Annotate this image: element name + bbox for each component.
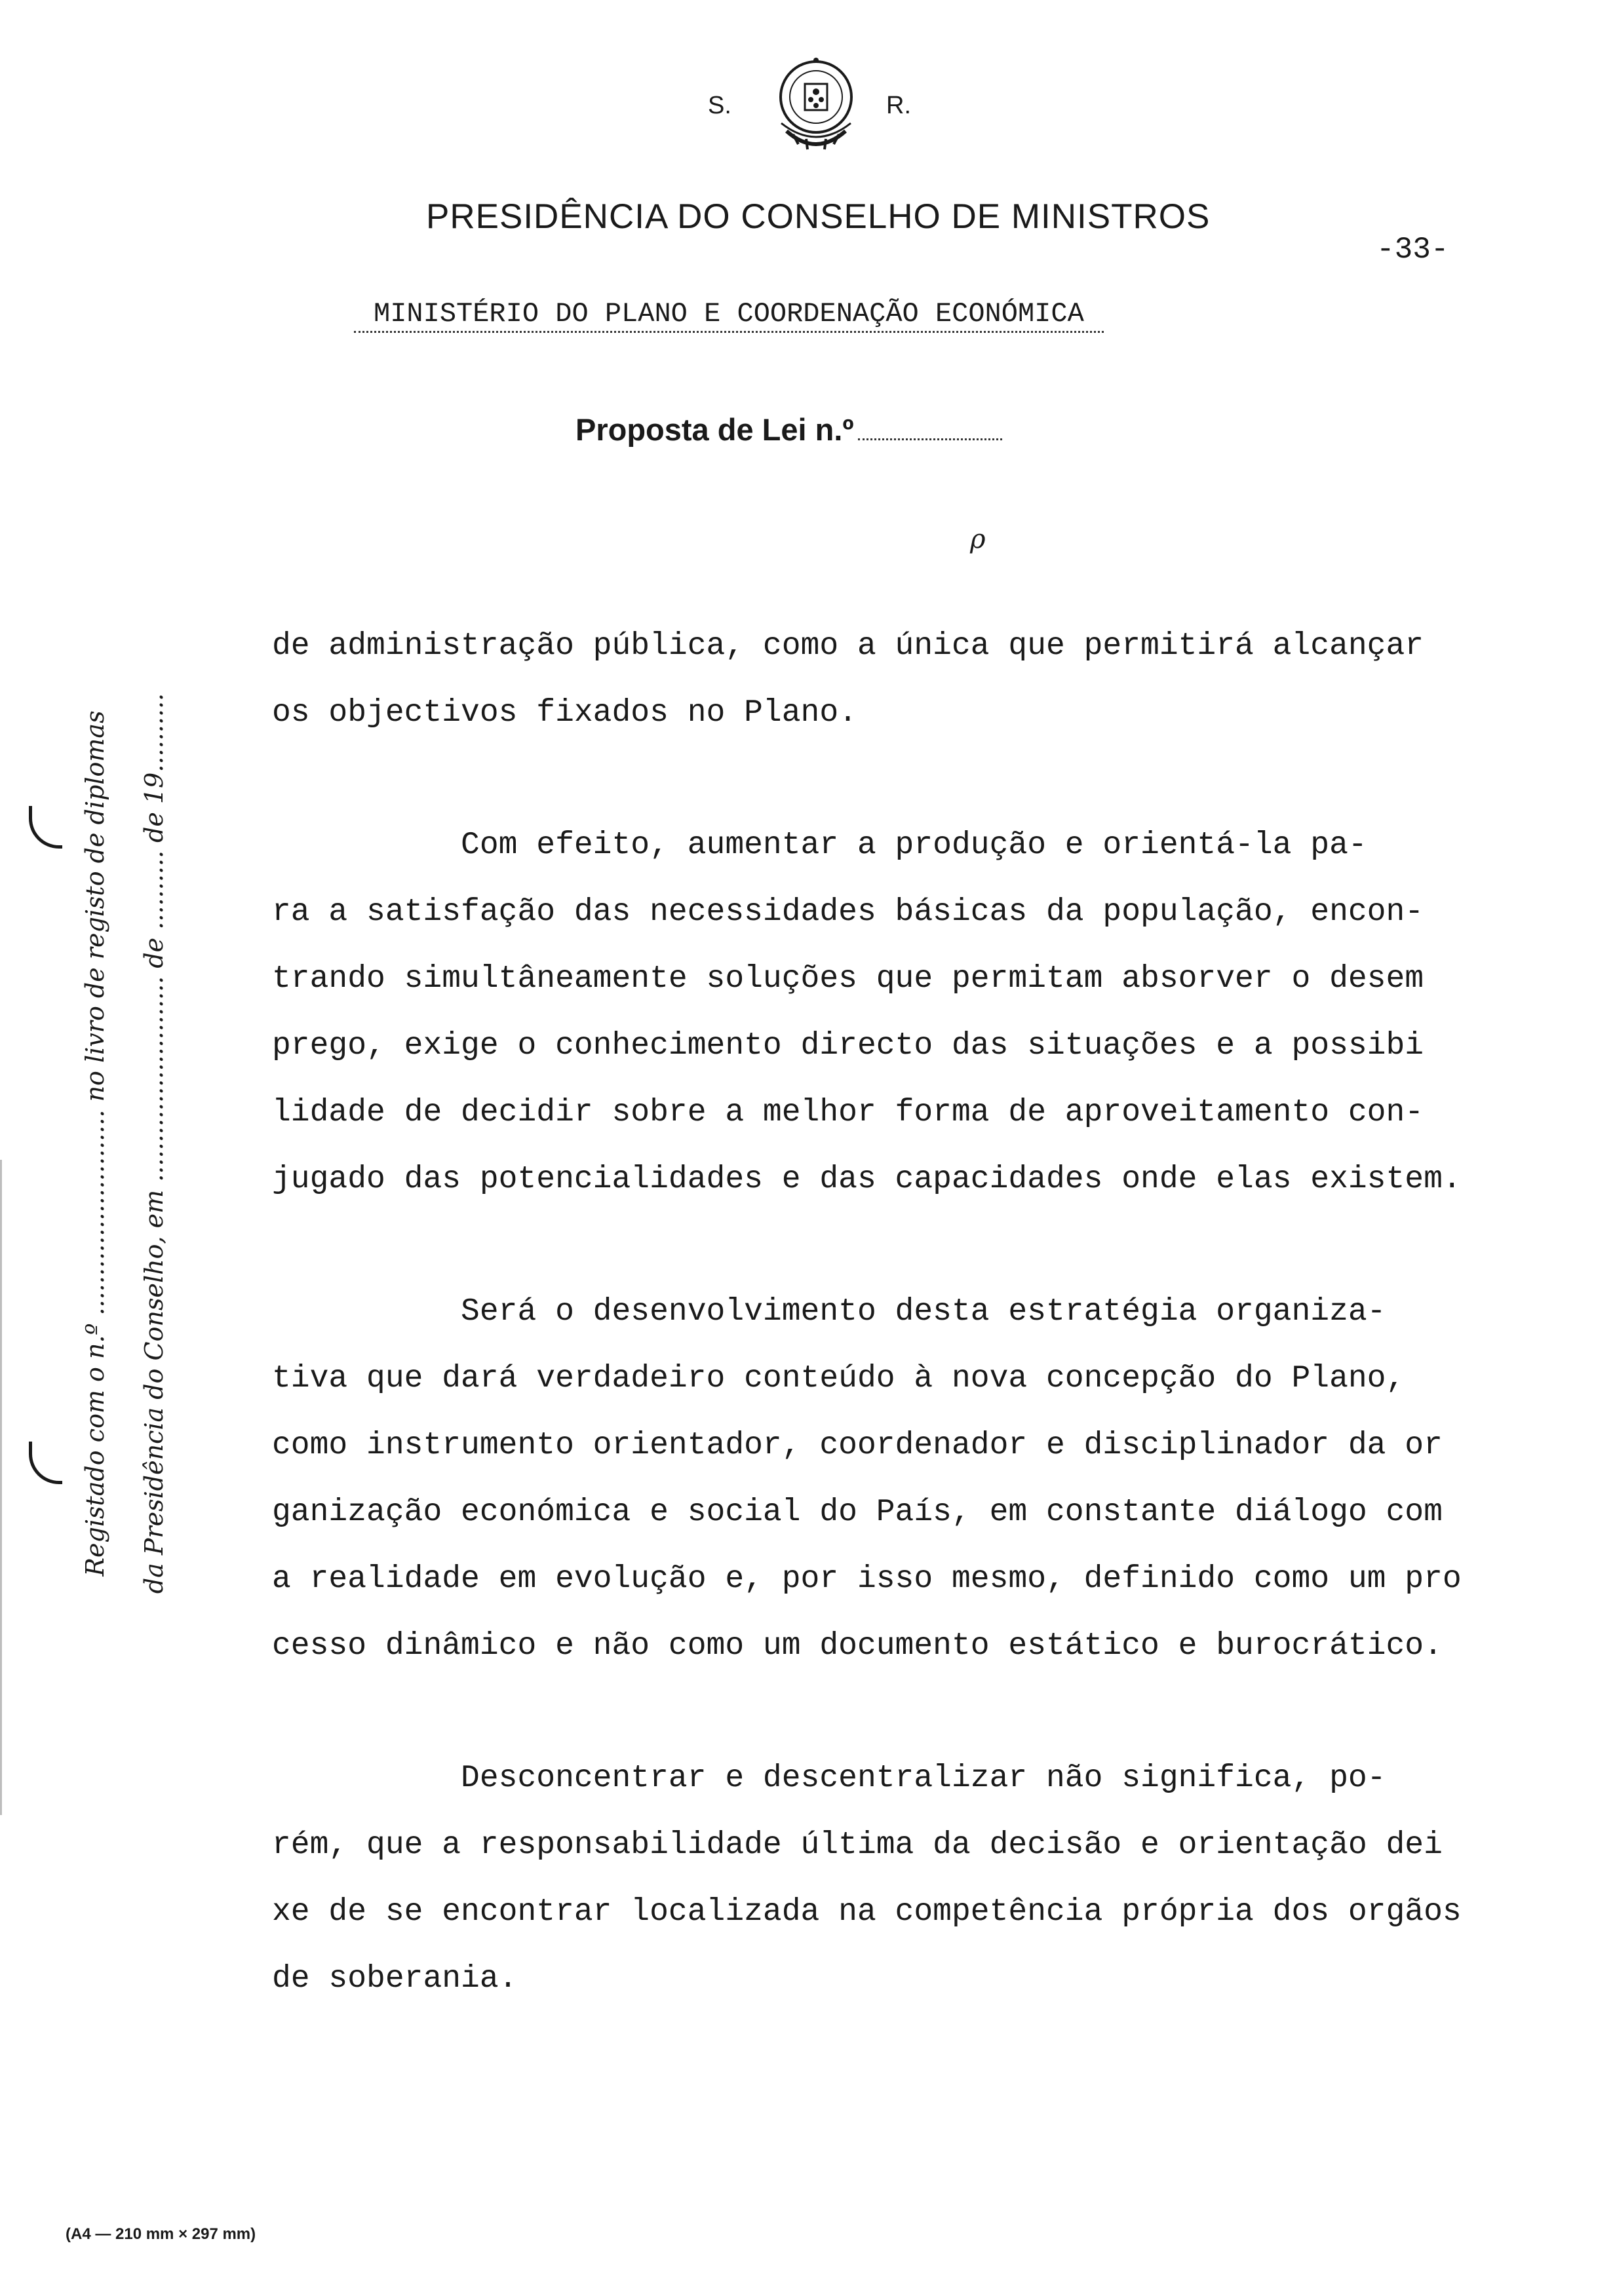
- page-number: -33-: [1376, 233, 1449, 267]
- binding-edge-line: [0, 1160, 2, 1815]
- text-line: lidade de decidir sobre a melhor forma de aproveitamento con-: [272, 1095, 1424, 1130]
- stamp-line-2: da Presidência do Conselho, em .......................... de .......... de 19..........: [140, 693, 168, 1594]
- paragraph-2: [272, 812, 1530, 1213]
- document-body: [272, 613, 1530, 2012]
- stamp-column-1: [66, 668, 125, 1618]
- text-line: prego, exige o conhecimento directo das situações e a possibi: [272, 1028, 1424, 1063]
- letterhead-sr: [708, 46, 918, 164]
- letterhead-r: R.: [886, 92, 911, 119]
- text-line: de soberania.: [272, 1961, 518, 1997]
- text-line: rém, que a responsabilidade última da decisão e orientação dei: [272, 1827, 1443, 1863]
- text-line: xe de se encontrar localizada na competência própria dos orgãos: [272, 1894, 1462, 1930]
- ministerio-heading: MINISTÉRIO DO PLANO E COORDENAÇÃO ECONÓMICA: [354, 298, 1104, 333]
- text-line: Com efeito, aumentar a produção e orientá-la pa-: [272, 828, 1367, 863]
- text-line: jugado das potencialidades e das capacidades onde elas existem.: [272, 1162, 1462, 1197]
- text-line: ganização económica e social do País, em constante diálogo com: [272, 1495, 1443, 1530]
- paragraph-3: [272, 1278, 1530, 1679]
- handwritten-mark: ρ: [970, 524, 986, 554]
- text-line: ra a satisfação das necessidades básicas da população, encon-: [272, 894, 1424, 930]
- text-line: os objectivos fixados no Plano.: [272, 695, 857, 731]
- paper-size-note: (A4 — 210 mm × 297 mm): [66, 2225, 256, 2243]
- text-line: a realidade em evolução e, por isso mesmo, definido como um pro: [272, 1561, 1462, 1597]
- proposta-number-blank: [858, 438, 1002, 440]
- paragraph-1: [272, 613, 1530, 746]
- paragraph-4: [272, 1745, 1530, 2012]
- text-line: como instrumento orientador, coordenador e disciplinador da or: [272, 1428, 1443, 1463]
- presidencia-heading: PRESIDÊNCIA DO CONSELHO DE MINISTROS: [426, 197, 1211, 236]
- text-line: Será o desenvolvimento desta estratégia organiza-: [272, 1294, 1386, 1330]
- stamp-column-2: [125, 668, 184, 1618]
- text-line: cesso dinâmico e não como um documento estático e burocrático.: [272, 1628, 1443, 1664]
- proposta-label: Proposta de Lei n.º: [575, 412, 854, 447]
- proposta-de-lei-line: [575, 411, 1002, 448]
- coat-of-arms-seal-icon: [760, 46, 872, 164]
- stamp-line-1: Registado com o n.º .......................... no livro de registo de diplomas: [81, 710, 109, 1577]
- text-line: Desconcentrar e descentralizar não significa, po-: [272, 1761, 1386, 1796]
- text-line: de administração pública, como a única que permitirá alcançar: [272, 628, 1424, 664]
- text-line: trando simultâneamente soluções que permitam absorver o desem: [272, 961, 1424, 997]
- text-line: tiva que dará verdadeiro conteúdo à nova concepção do Plano,: [272, 1361, 1405, 1396]
- letterhead-s: S.: [708, 92, 731, 119]
